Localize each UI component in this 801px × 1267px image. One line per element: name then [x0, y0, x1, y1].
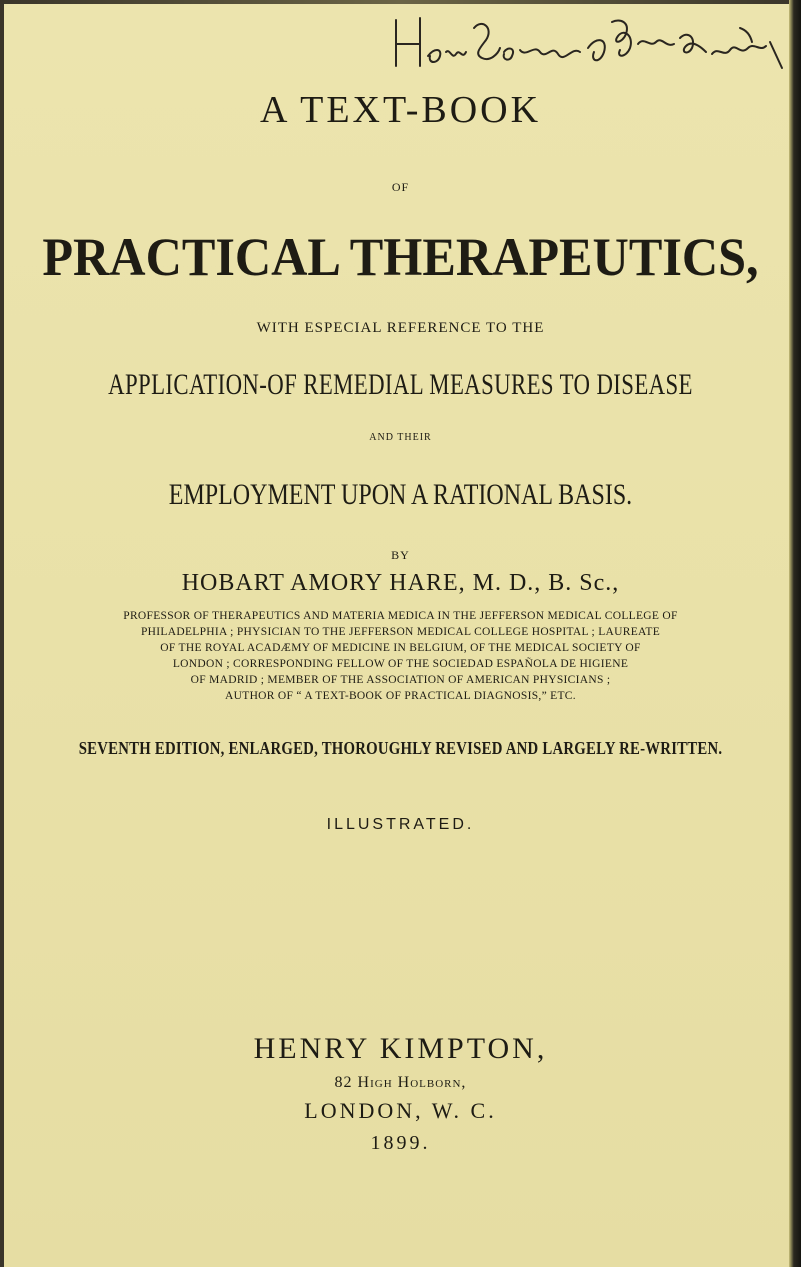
author-credentials-line: OF MADRID ; MEMBER OF THE ASSOCIATION OF AMERICAN PHYSICIANS ; [190, 674, 611, 686]
author-credentials-line: AUTHOR OF “ A TEXT-BOOK OF PRACTICAL DIAGNOSIS,” ETC. [225, 690, 576, 702]
illustrated-label: ILLUSTRATED. [326, 816, 475, 833]
publisher-city: LONDON, W. C. [304, 1098, 497, 1123]
edition-statement: SEVENTH EDITION, ENLARGED, THOROUGHLY REVISED AND LARGELY RE-WRITTEN. [78, 738, 723, 758]
subtitle-line-1: WITH ESPECIAL REFERENCE TO THE [256, 320, 545, 336]
author-credentials-line: OF THE ROYAL ACADÆMY OF MEDICINE IN BELGIUM, OF THE MEDICAL SOCIETY OF [160, 642, 641, 654]
author-credentials-line: PROFESSOR OF THERAPEUTICS AND MATERIA MEDICA IN THE JEFFERSON MEDICAL COLLEGE OF [123, 610, 678, 622]
page-top-edge [0, 0, 801, 4]
title-line-a-text-book: A TEXT-BOOK [259, 89, 542, 131]
title-line-of: OF [391, 180, 410, 194]
byline-by: BY [391, 548, 410, 562]
author-credentials-line: PHILADELPHIA ; PHYSICIAN TO THE JEFFERSON MEDICAL COLLEGE HOSPITAL ; LAUREATE [140, 626, 661, 638]
author-credentials-line: LONDON ; CORRESPONDING FELLOW OF THE SOCIEDAD ESPAÑOLA DE HIGIENE [172, 658, 629, 670]
subtitle-line-3: AND THEIR [369, 432, 432, 443]
publisher-address: 82 High Holborn, [334, 1074, 467, 1091]
publisher-name: HENRY KIMPTON, [253, 1032, 548, 1065]
author-name: HOBART AMORY HARE, M. D., B. Sc., [181, 570, 620, 596]
handwritten-signature [390, 8, 790, 88]
subtitle-line-2: APPLICATION-OF REMEDIAL MEASURES TO DISEASE [108, 368, 693, 401]
main-title: PRACTICAL THERAPEUTICS, [42, 227, 759, 287]
publication-year: 1899. [370, 1132, 431, 1154]
subtitle-line-4: EMPLOYMENT UPON A RATIONAL BASIS. [168, 478, 633, 511]
